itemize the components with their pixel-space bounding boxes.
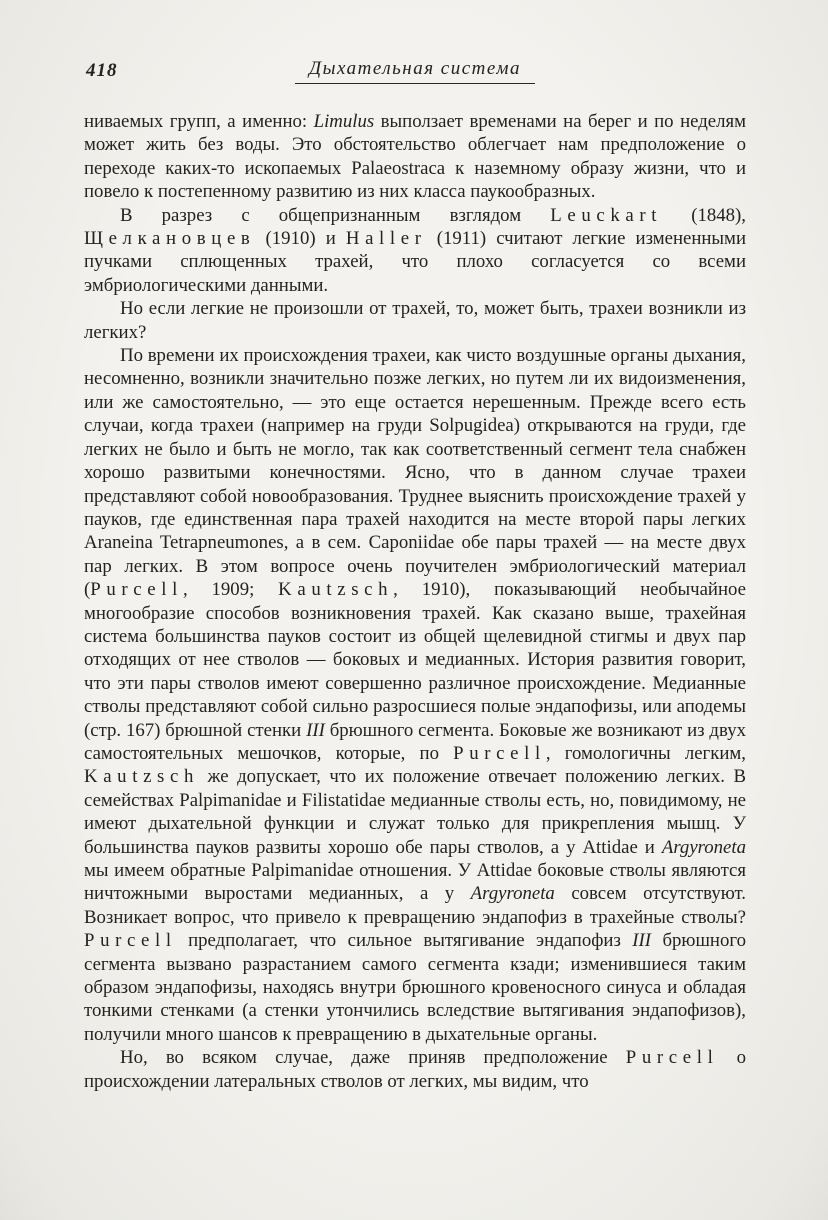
letterspaced-name: Purcell — [90, 579, 183, 601]
text-run: же допускает, что их положение отвечает положению легких. В семействах Palpimanidae и Filistatidae медианные стволы есть, но, повидимому, не имеют дыхательной функции и служат только для прикрепления мышц. У большинства пауков развиты хорошо обе пары стволов, а у Attidae и — [84, 766, 746, 858]
letterspaced-name: Kautzsch — [84, 766, 199, 788]
text-run: В разрез с общепризнанным взглядом — [120, 204, 551, 226]
paragraph — [84, 204, 746, 298]
text-run: По времени их происхождения трахеи, как чисто воздушные органы дыхания, несомненно, возникли значительно позже легких, но путем ли их видоизменения, или же самостоятельно, — это еще остается нерешенным. Прежде всего есть случаи, когда трахеи (например на груди Solpugidea) открываются на груди, где легких не было и быть не могло, так как соответственный сегмент тела снабжен хорошо развитыми конечностями. Ясно, что в данном случае трахеи представляют собой новообразования. Труднее выяснить происхождение трахей у пауков, где единственная пара трахей находится на месте второй пары легких Araneina Tetrapneumones, а в сем. Caponiidae обе пары трахей — на месте двух пар легких. В этом вопросе очень поучителен эмбриологический материал ( — [84, 345, 746, 601]
text-run: , гомологичны легким, — [545, 742, 746, 764]
page-number: 418 — [86, 60, 118, 81]
text-run: выползает временами на берег и по неделям может жить без воды. Это обстоятельство облегчает нам предположение о переходе каких-то ископаемых Palaeostraca к наземному образу жизни, что и повело к постепенному развитию из них класса паукообразных. — [84, 111, 746, 203]
paragraph — [84, 110, 746, 204]
italic-text: Argyroneta — [470, 883, 555, 905]
text-run: (1848), — [662, 204, 746, 226]
letterspaced-name: Kautzsch — [278, 579, 394, 601]
text-run: Но, во всяком случае, даже приняв предположение — [120, 1047, 626, 1069]
running-head-title: Дыхательная система — [295, 58, 535, 84]
text-run: мы имеем обратные Palpimanidae отношения. У Attidae боковые стволы являются ничтожными выростами медианных, а у — [84, 860, 746, 905]
text-run: Но если легкие не произошли от трахей, то, может быть, трахеи возникли из легких? — [84, 298, 746, 343]
page-header — [84, 58, 746, 88]
italic-text: III — [632, 930, 652, 952]
italic-text: Argyroneta — [661, 836, 746, 858]
text-run: (1911) считают легкие измененными пучками сплющенных трахей, что плохо согласуется со всеми эмбриологическими данными. — [84, 228, 746, 296]
letterspaced-name: Purcell — [84, 930, 177, 952]
letterspaced-name: Haller — [345, 228, 427, 250]
paragraph — [84, 1046, 746, 1093]
text-run: о происхождении латеральных стволов от легких, мы видим, что — [84, 1047, 746, 1092]
text-run: (1910) и — [255, 228, 346, 250]
text-run: предполагает, что сильное вытягивание эндапофиз — [176, 930, 633, 952]
text-run: ниваемых групп, а именно: — [84, 111, 314, 132]
letterspaced-name: Purcell — [453, 742, 546, 764]
letterspaced-name: Щелкановцев — [84, 228, 256, 250]
page-body — [84, 110, 746, 1093]
italic-text: Limulus — [313, 111, 375, 132]
italic-text: III — [306, 719, 325, 741]
letterspaced-name: Purcell — [625, 1047, 719, 1069]
running-head-wrap — [84, 58, 746, 84]
paragraph — [84, 344, 746, 1046]
text-run: совсем отсутствуют. Возникает вопрос, что привело к превращению эндапофиз в трахейные стволы? — [84, 883, 746, 928]
text-run: брюшного сегмента вызвано разрастанием самого сегмента кзади; изменившиеся таким образом эндапофизы, находясь внутри брюшного кровеносного синуса и обладая тонкими стенками (а стенки утончились вследствие вытягивания эндапофизов), получили много шансов к превращению в дыхательные органы. — [84, 930, 746, 1045]
text-run: , 1909; — [182, 579, 279, 601]
paragraph — [84, 297, 746, 344]
text-run: , 1910), показывающий необычайное многообразие способов возникновения трахей. Как сказано выше, трахейная система большинства пауков состоит из общей щелевидной стигмы и двух пар отходящих от нее стволов — боковых и медианных. История развития говорит, что эти пары стволов имеют совершенно различное происхождение. Медианные стволы представляют собой сильно разросшиеся полые эндапофизы, или аподемы (стр. 167) брюшной стенки — [84, 579, 746, 741]
letterspaced-name: Leuckart — [550, 204, 663, 226]
text-run: брюшного сегмента. Боковые же возникают из двух самостоятельных мешочков, которые, по — [84, 719, 746, 764]
